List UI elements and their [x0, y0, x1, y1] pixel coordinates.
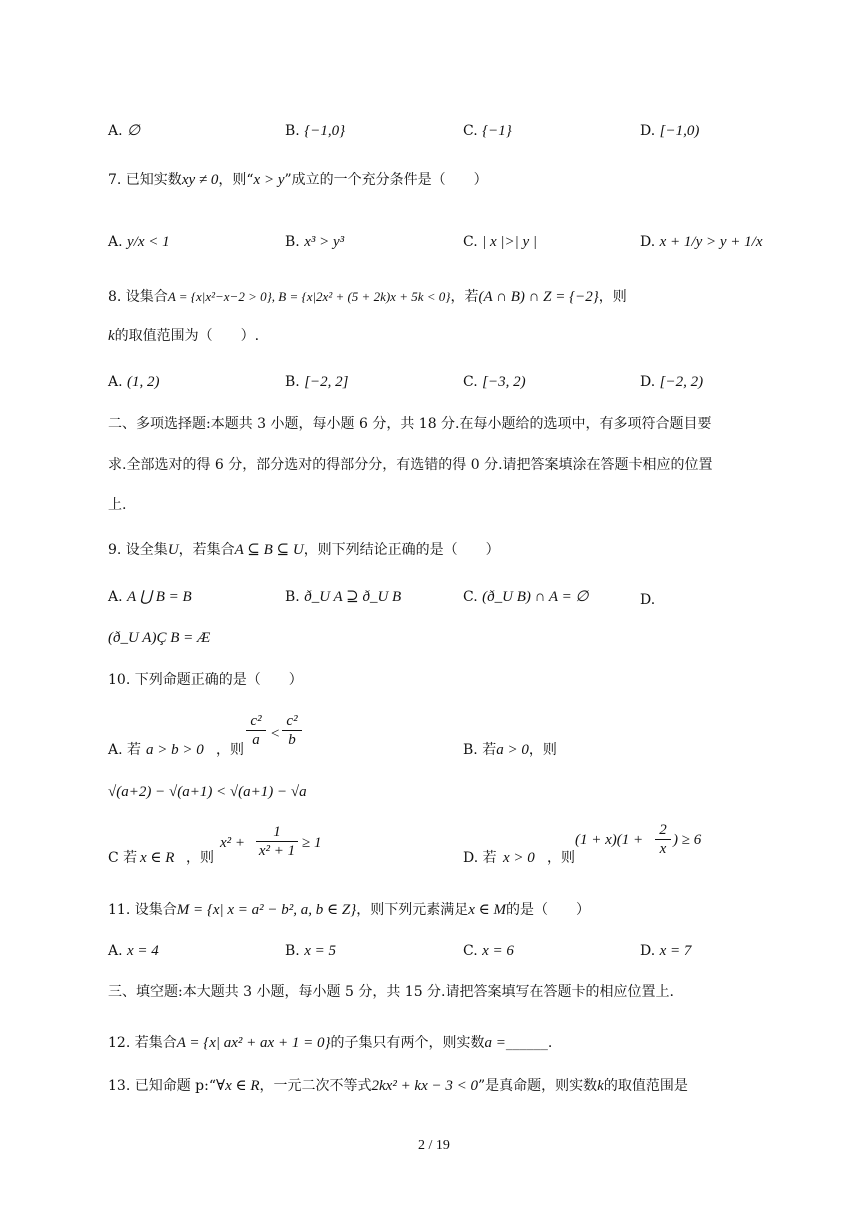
section2-heading-line2: 求.全部选对的得 6 分，部分选对的得部分分，有选错的得 0 分.请把答案填涂在答题卡相应的位置	[108, 457, 713, 473]
q10-option-d: D. 若 x > 0 ，则 (1 + x)(1 + 2 x ) ≥ 6	[463, 822, 702, 866]
exam-page: A. ∅ B. {−1,0} C. {−1} D. [−1,0) 7. 已知实数xy ≠ 0，则“x > y”成立的一个充分条件是（ ） A. y/x < 1 B. x³ > y³ C. | x |>| y | D. x + 1/y > y + 1/x 8. 设集合A = {x|x²−x−2 > 0}, B = {x|2x² + (5 + 2k)x + 5k < 0}，若(A ∩ B) ∩ Z = {−2}，则 k的取值范围为（ ）. A. (1, 2) B. [−2, 2] C. [−3, 2) D. [−2, 2) 二、多项选择题:本题共 3 小题，每小题 6 分，共 18 分.在每小题给的选项中，有多项符合题目要 求.全部选对的得 6 分，部分选对的得部分分，有选错的得 0 分.请把答案填涂在答题卡相应的位置 上. 9. 设全集U，若集合A ⊆ B ⊆ U，则下列结论正确的是（ ） A. A ⋃ B = B B. ð_U A ⊇ ð_U B C. (ð_U B) ∩ A = ∅ D. (ð_U A)Ç B = Æ 10. 下列命题正确的是（ ） A. 若 a > b > 0 ，则 c² a < c² b B. 若a > 0，则 √(a+2) − √(a+1) < √(a+1) − √a C 若 x ∈ R ，则 x² + 1 x² + 1 ≥ 1 D. 若 x > 0 ，则 (1 + x)(1 + 2 x ) ≥ 6 11. 设集合M = {x| x = a² − b², a, b ∈ Z}，则下列元素满足x ∈ M的是（ ） A. x = 4 B. x = 5 C. x = 6 D. x = 7 三、填空题:本大题共 3 小题，每小题 5 分，共 15 分.请把答案填写在答题卡的相应位置上. 12. 若集合A = {x| ax² + ax + 1 = 0}的子集只有两个，则实数a =______. 13. 已知命题 p:“∀x ∈ R，一元二次不等式2kx² + kx − 3 < 0”是真命题，则实数k的取值范围是 2 / 19	[0, 0, 868, 1227]
q10-stem: 10. 下列命题正确的是（ ）	[108, 672, 303, 688]
q8-stem-line2: k的取值范围为（ ）.	[108, 328, 260, 344]
q9-option-a: A. A ⋃ B = B	[108, 589, 192, 605]
q6-option-a: A. ∅	[108, 123, 141, 139]
page-number: 2 / 19	[418, 1138, 450, 1153]
q6-option-d: D. [−1,0)	[640, 123, 700, 139]
q6-option-b: B. {−1,0}	[285, 123, 346, 139]
q7-stem: 7. 已知实数xy ≠ 0，则“x > y”成立的一个充分条件是（ ）	[108, 172, 488, 188]
section2-heading-line3: 上.	[108, 497, 127, 513]
q11-option-b: B. x = 5	[285, 943, 336, 959]
q7-option-d: D. x + 1/y > y + 1/x	[640, 234, 763, 250]
q7-option-c: C. | x |>| y |	[463, 234, 538, 250]
q6-option-c: C. {−1}	[463, 123, 512, 139]
q7-option-a: A. y/x < 1	[108, 234, 170, 250]
q8-option-c: C. [−3, 2)	[463, 374, 526, 390]
q10-a-frac-right: c² b	[282, 712, 302, 749]
q10-c-frac: 1 x² + 1	[256, 824, 298, 860]
q11-option-c: C. x = 6	[463, 943, 514, 959]
q11-stem: 11. 设集合M = {x| x = a² − b², a, b ∈ Z}，则下列元素满足x ∈ M的是（ ）	[108, 902, 590, 918]
q13-stem: 13. 已知命题 p:“∀x ∈ R，一元二次不等式2kx² + kx − 3 < 0”是真命题，则实数k的取值范围是	[108, 1078, 688, 1094]
q7-option-b: B. x³ > y³	[285, 234, 345, 250]
q10-option-b: B. 若a > 0，则	[463, 742, 557, 758]
q10-d-frac: 2 x	[655, 822, 671, 858]
q12-answer-blank: ______	[505, 1035, 548, 1051]
section3-heading: 三、填空题:本大题共 3 小题，每小题 5 分，共 15 分.请把答案填写在答题卡的相应位置上.	[108, 984, 674, 1000]
q10-option-c: C 若 x ∈ R ，则 x² + 1 x² + 1 ≥ 1	[108, 824, 322, 866]
q9-option-b: B. ð_U A ⊇ ð_U B	[285, 589, 402, 605]
q8-stem-line1: 8. 设集合A = {x|x²−x−2 > 0}, B = {x|2x² + (5 + 2k)x + 5k < 0}，若(A ∩ B) ∩ Z = {−2}，则	[108, 289, 627, 305]
q9-option-c: C. (ð_U B) ∩ A = ∅	[463, 589, 589, 605]
q11-option-a: A. x = 4	[108, 943, 159, 959]
q10-a-frac-left: c² a	[246, 712, 266, 749]
q10-option-b-expr: √(a+2) − √(a+1) < √(a+1) − √a	[108, 784, 307, 800]
q9-option-d: D.	[640, 592, 656, 608]
q8-option-a: A. (1, 2)	[108, 374, 160, 390]
q12-stem: 12. 若集合A = {x| ax² + ax + 1 = 0}的子集只有两个，则实数a =______.	[108, 1035, 553, 1051]
section2-heading-line1: 二、多项选择题:本题共 3 小题，每小题 6 分，共 18 分.在每小题给的选项中，有多项符合题目要	[108, 416, 712, 432]
q9-stem: 9. 设全集U，若集合A ⊆ B ⊆ U，则下列结论正确的是（ ）	[108, 542, 500, 558]
q11-option-d: D. x = 7	[640, 943, 692, 959]
q8-option-d: D. [−2, 2)	[640, 374, 704, 390]
q8-option-b: B. [−2, 2]	[285, 374, 349, 390]
q9-option-d-expr: (ð_U A)Ç B = Æ	[108, 630, 211, 646]
